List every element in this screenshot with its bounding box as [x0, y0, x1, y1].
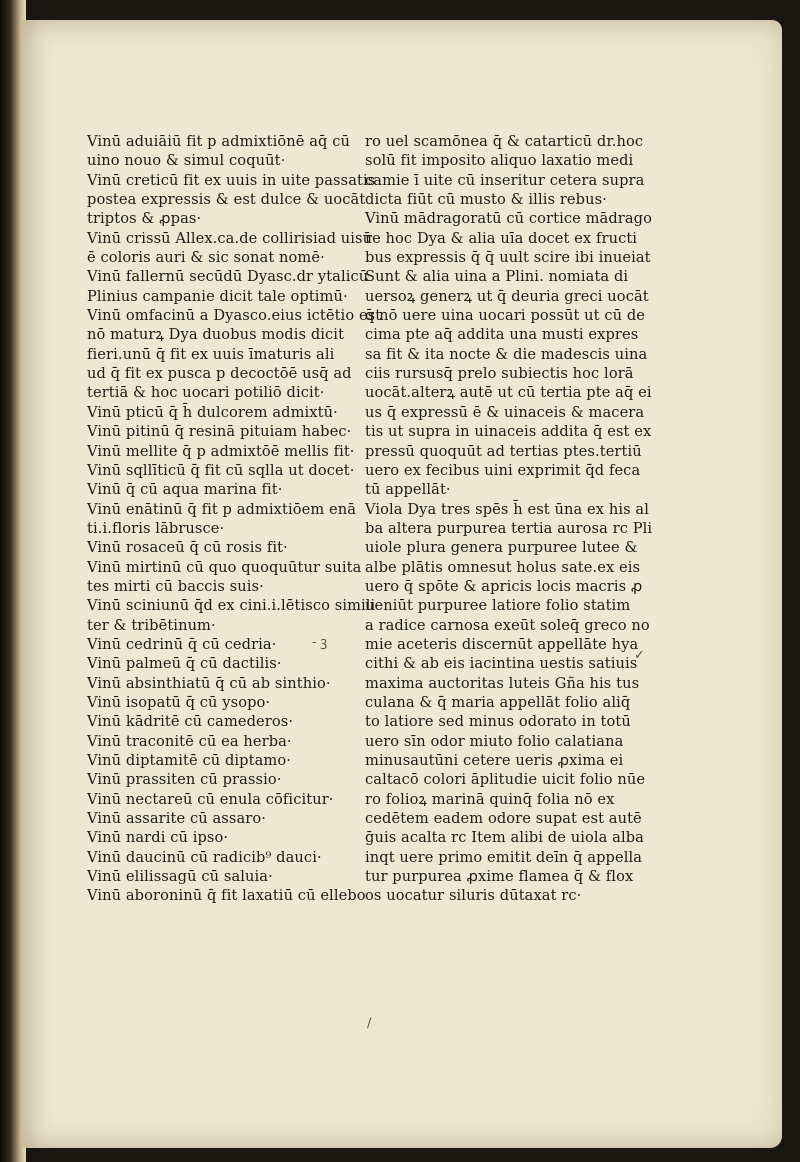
text-line: uero q̄ spōte & apricis locis macris ꝓ — [365, 577, 643, 595]
text-line: Vinū mādragoratū cū cortice mādrago — [365, 210, 652, 228]
text-line: Vinū daucinū cū radicib⁹ dauci· — [87, 848, 322, 866]
text-line: tur purpurea ꝓxime flamea q̄ & flox — [365, 868, 634, 886]
text-line: Vinū diptamitē cū diptamo· — [87, 752, 291, 769]
text-line: Vinū crissū Allex.ca.de collirisiad uisū — [87, 229, 373, 247]
right-text-column — [365, 132, 665, 906]
text-line: culana & q̄ maria appellāt folio aliq̄ — [365, 693, 631, 711]
text-line: Vinū prassiten cū prassio· — [87, 771, 282, 789]
text-line: ḡuis acalta rc Item alibi de uiola alba — [365, 829, 644, 847]
text-line: ciis rursusq̄ prelo subiectis hoc lorā — [365, 365, 634, 383]
text-line: ueniūt purpuree latiore folio statim — [365, 597, 631, 615]
left-text-column — [87, 132, 387, 906]
text-line: Vinū isopatū q̄ cū ysopo· — [87, 693, 271, 711]
text-line: cithi & ab eis iacintina uestis satiuis — [365, 655, 638, 673]
text-line: Vinū aboroninū q̄ fit laxatiū cū ellebo — [87, 887, 366, 905]
text-line: Vinū absinthiatū q̄ cū ab sinthio· — [87, 674, 331, 692]
text-line: re hoc Dya & alia uīa docet ex fructi — [365, 229, 638, 247]
text-line: camie ī uite cū inseritur cetera supra — [365, 171, 645, 189]
text-line: Vinū creticū fit ex uuis in uite passatis — [87, 171, 376, 189]
text-line: Vinū q̄ cū aqua marina fit· — [87, 481, 283, 499]
text-line: tū appellāt· — [365, 481, 451, 499]
text-line: Vinū cedrinū q̄ cū cedria· — [87, 635, 277, 653]
text-line: Vinū mirtinū cū quo quoquūtur suita — [87, 558, 362, 576]
text-line: Vinū nardi cū ipso· — [87, 829, 229, 847]
text-line: uersoꝝ generꝝ ut q̄ deuria greci uocāt — [365, 287, 649, 305]
text-line: Vinū elilissagū cū saluia· — [87, 868, 273, 886]
text-line: Vinū aduiāiū fit p admixtiōnē aq̄ cū — [87, 133, 350, 150]
text-line: fieri.unū q̄ fit ex uuis īmaturis ali — [87, 345, 335, 363]
text-line: solū fit imposito aliquo laxatio medi — [365, 152, 634, 170]
text-line: Vinū enātinū q̄ fit p admixtiōem enā — [87, 500, 357, 518]
text-line: tes mirti cū baccis suis· — [87, 577, 264, 595]
text-line: Vinū nectareū cū enula cōficitur· — [87, 790, 334, 808]
text-line: ter & tribētinum· — [87, 616, 216, 634]
text-line: uero ex fecibus uini exprimit q̄d feca — [365, 461, 641, 479]
text-line: ro folioꝝ marinā quinq̄ folia nō ex — [365, 790, 615, 808]
text-line: nō maturꝝ Dya duobus modis dicit — [87, 326, 345, 344]
text-line: cima pte aq̄ addita una musti expres — [365, 326, 639, 344]
text-line: uero sīn odor miuto folio calatiana — [365, 732, 624, 750]
text-line: Vinū fallernū secūdū Dyasc.dr ytalicū — [87, 268, 369, 286]
text-line: q̄ nō uere uina uocari possūt ut cū de — [365, 307, 646, 325]
text-line: Sunt & alia uina a Plini. nomiata di — [365, 268, 629, 286]
text-line: us q̄ expressū ē & uinaceis & macera — [365, 403, 645, 421]
text-line: postea expressis & est dulce & uocāt — [87, 191, 366, 209]
text-line: dicta fiūt cū musto & illis rebus· — [365, 191, 607, 209]
text-line: ud q̄ fit ex pusca p decoctōē usq̄ ad — [87, 365, 352, 383]
marginal-stroke: / — [367, 1016, 372, 1031]
marginal-mark: - ꝫ — [312, 635, 328, 650]
text-line: Vinū rosaceū q̄ cū rosis fit· — [87, 539, 288, 557]
text-line: Vinū omfacinū a Dyasco.eius ictētio est — [87, 307, 382, 325]
text-line: uiole plura genera purpuree lutee & — [365, 539, 638, 557]
text-line: Vinū sqllīticū q̄ fit cū sqlla ut docet· — [87, 461, 355, 479]
text-line: ba altera purpurea tertia aurosa rc Pli — [365, 519, 653, 537]
text-line: bus expressis q̄ q̄ uult scire ibi inueiat — [365, 249, 651, 267]
text-line: caltacō colori āplitudie uicit folio nūe — [365, 771, 646, 789]
text-line: Viola Dya tres spēs h̄ est ūna ex his al — [365, 500, 650, 518]
text-line: sa fit & ita nocte & die madescis uina — [365, 345, 648, 363]
text-line: Vinū pticū q̄ h̄ dulcorem admixtū· — [87, 403, 338, 421]
text-line: ro uel scamōnea q̄ & catarticū dr.hoc — [365, 133, 644, 150]
text-line: pressū quoquūt ad tertias ptes.tertiū — [365, 442, 642, 460]
text-line: albe plātis omnesut holus sate.ex eis — [365, 558, 641, 576]
text-line: Vinū mellite q̄ p admixtōē mellis fit· — [87, 442, 355, 460]
text-line: Vinū kādritē cū camederos· — [87, 713, 294, 731]
book-page — [22, 20, 782, 1148]
text-line: minusautūni cetere ueris ꝓxima ei — [365, 752, 624, 769]
text-line: os uocatur siluris dūtaxat rc· — [365, 887, 582, 905]
text-line: Vinū sciniunū q̄d ex cini.i.lētisco simili — [87, 597, 376, 615]
text-line: maxima auctoritas luteis Gña his tus — [365, 674, 640, 692]
text-line: uocāt.alterꝝ autē ut cū tertia pte aq̄ ei — [365, 384, 652, 402]
text-line: Vinū pitinū q̄ resinā pituiam habec· — [87, 423, 352, 441]
text-line: ti.i.floris lābrusce· — [87, 519, 225, 537]
text-line: a radice carnosa exeūt soleq̄ greco no — [365, 616, 650, 634]
text-line: tis ut supra in uinaceis addita q̄ est ex — [365, 423, 652, 441]
text-line: Vinū traconitē cū ea herba· — [87, 732, 292, 750]
text-line: to latiore sed minus odorato in totū — [365, 713, 631, 731]
text-line: Plinius campanie dicit tale optimū· — [87, 287, 348, 305]
text-line: Vinū assarite cū assaro· — [87, 810, 266, 828]
text-line: ē coloris auri & sic sonat nomē· — [87, 249, 325, 267]
text-line: tertiā & hoc uocari potiliō dicit· — [87, 384, 325, 402]
text-line: inqt uere primo emitit deīn q̄ appella — [365, 848, 643, 866]
text-line: cedētem eadem odore supat est autē — [365, 810, 642, 828]
text-line: Vinū palmeū q̄ cū dactilis· — [87, 655, 282, 673]
text-line: uino nouo & simul coquūt· — [87, 152, 286, 170]
text-line: triptos & ꝓpas· — [87, 210, 202, 228]
text-line: mie aceteris discernūt appellāte hya — [365, 635, 639, 653]
marginal-tick: ✓ — [634, 648, 645, 663]
